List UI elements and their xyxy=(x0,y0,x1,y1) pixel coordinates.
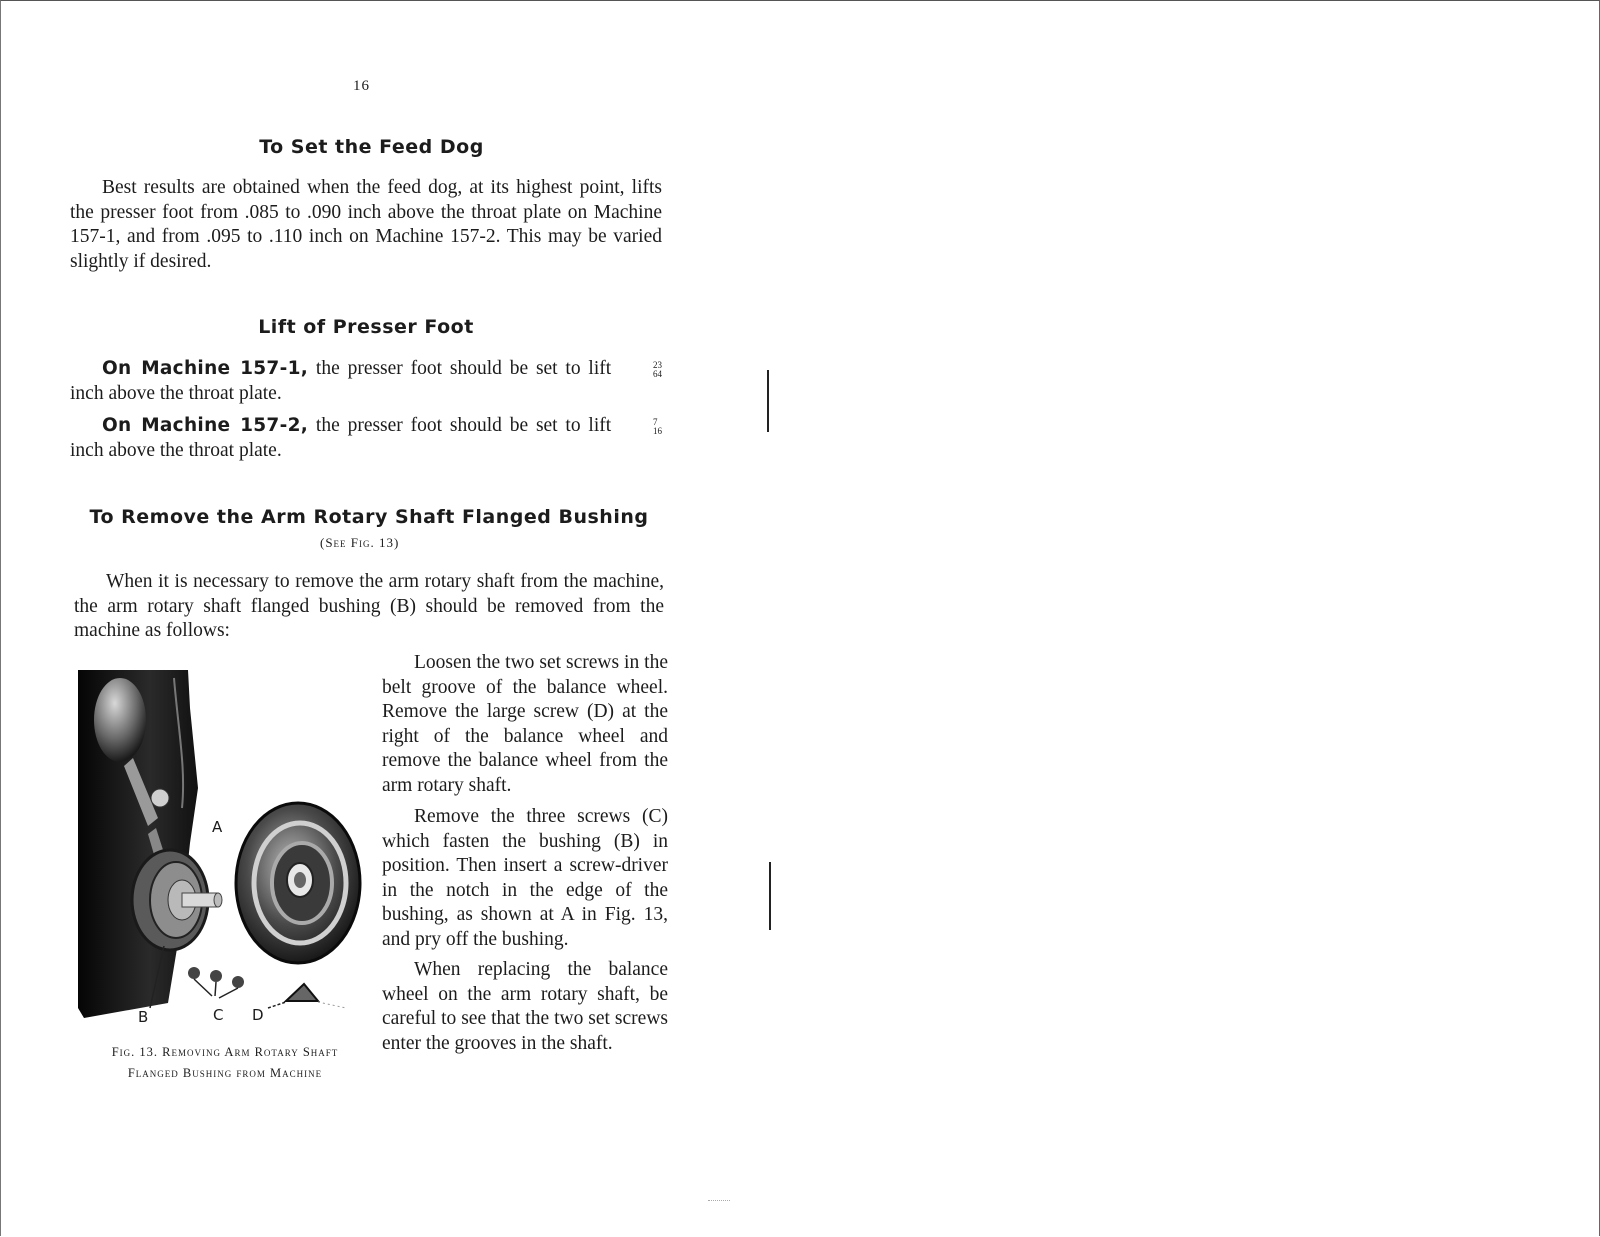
heading-presser-foot: Lift of Presser Foot xyxy=(258,316,474,338)
machine-157-1-tail: inch above the throat plate. xyxy=(70,382,282,404)
heading-remove-bushing: To Remove the Arm Rotary Shaft Flanged Bushing xyxy=(89,506,649,528)
fraction-denominator: 64 xyxy=(653,368,663,379)
fraction-23-64 xyxy=(621,361,662,379)
bushing-intro-paragraph: When it is necessary to remove the arm rotary shaft from the machine, the arm rotary shaft flanged bushing (B) should be removed from the machine as follows: xyxy=(74,571,664,641)
fraction-denominator: 16 xyxy=(653,425,663,436)
figure-13-illustration xyxy=(78,668,378,1028)
feed-dog-paragraph: Best results are obtained when the feed dog, at its highest point, lifts the presser foot from .085 to .090 inch above the throat plate on Machine 157-1, and from .095 to .110 inch on Machine 157-2. This may be varied slightly if desired. xyxy=(70,177,662,272)
fraction-7-16 xyxy=(621,418,662,436)
machine-157-2-text: the presser foot should be set to lift xyxy=(315,415,612,436)
heading-feed-dog: To Set the Feed Dog xyxy=(259,136,484,158)
presser-foot-157-1 xyxy=(70,357,662,406)
figure-label-c: C xyxy=(213,1006,224,1024)
scan-margin-mark xyxy=(769,862,771,930)
machine-157-1-lead: On Machine 157-1, xyxy=(102,358,309,379)
machine-157-1-text: the presser foot should be set to lift xyxy=(315,358,612,379)
figure-label-a: A xyxy=(212,818,223,836)
machine-157-2-tail: inch above the throat plate. xyxy=(70,439,282,461)
presser-foot-157-2 xyxy=(70,414,662,463)
bushing-step-2: Remove the three screws (C) which fasten the bushing (B) in position. Then insert a screw-driver in the notch in the edge of the bushing, as shown at A in Fig. 13, and pry off the bushing. xyxy=(382,806,668,950)
bushing-step-3: When replacing the balance wheel on the arm rotary shaft, be careful to see that the two set screws enter the grooves in the shaft. xyxy=(382,959,668,1054)
fraction-numerator: 7 xyxy=(653,416,658,427)
fraction-numerator: 23 xyxy=(653,359,663,370)
caption-line-2: Flanged Bushing from Machine xyxy=(127,1066,323,1080)
page-number: 16 xyxy=(353,78,370,94)
figure-label-d: D xyxy=(252,1006,264,1024)
machine-157-2-lead: On Machine 157-2, xyxy=(102,415,309,436)
bushing-step-1: Loosen the two set screws in the belt groove of the balance wheel. Remove the large screw (D) at the right of the balance wheel and remove the balance wheel from the arm rotary shaft. xyxy=(382,652,668,796)
figure-13-caption xyxy=(70,1042,380,1084)
caption-line-1: Fig. 13. Removing Arm Rotary Shaft xyxy=(111,1045,339,1059)
figure-label-b: B xyxy=(138,1008,149,1026)
machine-photo xyxy=(78,668,378,1028)
scan-margin-mark xyxy=(767,370,769,432)
scan-speck xyxy=(708,1200,730,1202)
see-figure-reference: (See Fig. 13) xyxy=(320,535,400,550)
